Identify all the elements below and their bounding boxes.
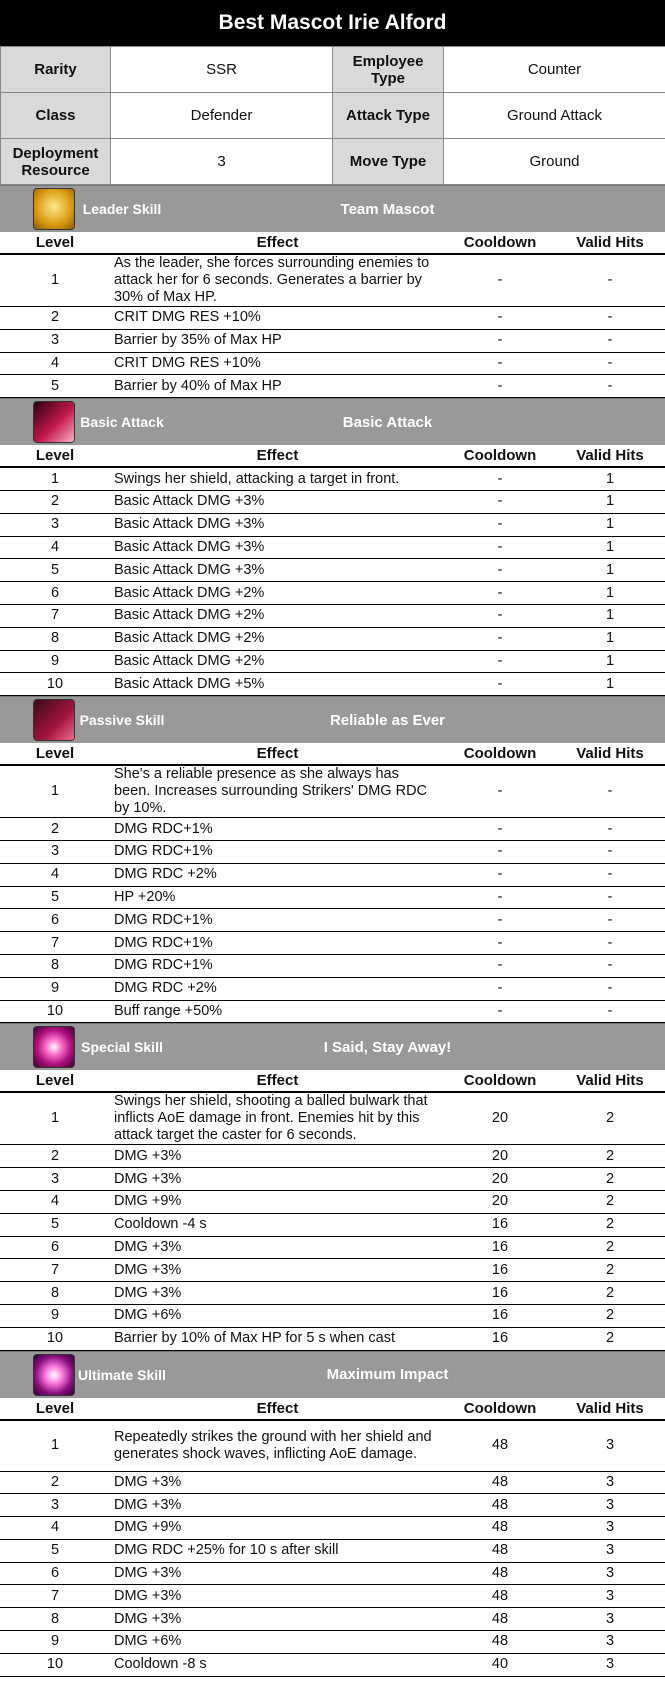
table-row [0, 1168, 665, 1191]
cooldown-header: Cooldown [445, 1398, 555, 1420]
valid-hits-cell: - [555, 765, 665, 818]
cooldown-cell: 48 [445, 1517, 555, 1540]
level-cell: 3 [0, 329, 110, 352]
level-cell: 1 [0, 765, 110, 818]
cooldown-cell: - [445, 909, 555, 932]
table-header-row [0, 743, 665, 765]
valid-hits-cell: - [555, 329, 665, 352]
cooldown-header: Cooldown [445, 445, 555, 467]
level-cell: 6 [0, 1562, 110, 1585]
effect-cell: DMG RDC+1% [110, 909, 445, 932]
cooldown-cell: - [445, 352, 555, 375]
level-cell: 7 [0, 1585, 110, 1608]
table-row [0, 1585, 665, 1608]
cooldown-cell: - [445, 329, 555, 352]
table-row [0, 673, 665, 696]
cooldown-cell: 16 [445, 1236, 555, 1259]
valid-hits-cell: - [555, 863, 665, 886]
effect-cell: Basic Attack DMG +3% [110, 513, 445, 536]
table-row [0, 650, 665, 673]
effect-cell: HP +20% [110, 886, 445, 909]
effect-cell: Basic Attack DMG +2% [110, 650, 445, 673]
cooldown-cell: 20 [445, 1190, 555, 1213]
cooldown-cell: 16 [445, 1327, 555, 1350]
skill-name: Reliable as Ever [329, 711, 446, 729]
table-row [0, 254, 665, 307]
valid-hits-cell: 2 [555, 1327, 665, 1350]
table-row [0, 1092, 665, 1145]
skill-header [0, 185, 665, 232]
level-cell: 10 [0, 1327, 110, 1350]
skill-type: Ultimate Skill [78, 1366, 166, 1383]
cooldown-cell: 48 [445, 1608, 555, 1631]
effect-cell: DMG +3% [110, 1585, 445, 1608]
level-cell: 4 [0, 863, 110, 886]
cooldown-cell: - [445, 818, 555, 841]
effect-header: Effect [110, 445, 445, 467]
level-header: Level [0, 743, 110, 765]
table-row [0, 559, 665, 582]
attack-type-value: Ground Attack [444, 93, 665, 139]
cooldown-cell: 48 [445, 1494, 555, 1517]
cooldown-header: Cooldown [445, 1070, 555, 1092]
cooldown-cell: - [445, 765, 555, 818]
table-row [0, 909, 665, 932]
table-row [0, 490, 665, 513]
valid-hits-cell: - [555, 886, 665, 909]
table-row [0, 352, 665, 375]
valid-hits-cell: 1 [555, 536, 665, 559]
valid-hits-cell: 2 [555, 1168, 665, 1191]
effect-cell: DMG RDC+1% [110, 932, 445, 955]
cooldown-header: Cooldown [445, 232, 555, 254]
cooldown-cell: - [445, 582, 555, 605]
effect-header: Effect [110, 232, 445, 254]
table-row [0, 627, 665, 650]
level-cell: 8 [0, 627, 110, 650]
effect-cell: Cooldown -4 s [110, 1213, 445, 1236]
cooldown-header: Cooldown [445, 743, 555, 765]
cooldown-cell: - [445, 863, 555, 886]
cooldown-cell: - [445, 840, 555, 863]
level-cell: 10 [0, 1000, 110, 1023]
table-row [0, 1259, 665, 1282]
level-cell: 1 [0, 467, 110, 490]
skill-name: Basic Attack [342, 413, 433, 431]
skill-level-table [0, 1070, 665, 1350]
valid-hits-cell: - [555, 352, 665, 375]
passive-skill-icon [34, 700, 74, 740]
cooldown-cell: 20 [445, 1145, 555, 1168]
skill-header [0, 1023, 665, 1070]
valid-hits-cell: 3 [555, 1585, 665, 1608]
table-header-row [0, 445, 665, 467]
level-cell: 3 [0, 513, 110, 536]
valid-hits-cell: 3 [555, 1517, 665, 1540]
cooldown-cell: 20 [445, 1092, 555, 1145]
effect-cell: DMG +6% [110, 1304, 445, 1327]
effect-cell: DMG RDC +25% for 10 s after skill [110, 1539, 445, 1562]
effect-cell: DMG +3% [110, 1562, 445, 1585]
deployment-resource-value: 3 [111, 139, 333, 185]
valid-hits-cell: 1 [555, 559, 665, 582]
cooldown-cell: 20 [445, 1168, 555, 1191]
rarity-value: SSR [111, 47, 333, 93]
skill-header [0, 696, 665, 743]
level-cell: 2 [0, 1145, 110, 1168]
valid-hits-cell: - [555, 932, 665, 955]
level-cell: 4 [0, 352, 110, 375]
cooldown-cell: - [445, 954, 555, 977]
valid-hits-cell: 2 [555, 1304, 665, 1327]
table-row [0, 582, 665, 605]
valid-hits-cell: 2 [555, 1259, 665, 1282]
cooldown-cell: - [445, 536, 555, 559]
effect-cell: DMG +3% [110, 1145, 445, 1168]
effect-cell: DMG +3% [110, 1471, 445, 1494]
effect-cell: DMG +6% [110, 1631, 445, 1654]
cooldown-cell: - [445, 307, 555, 330]
valid-hits-cell: - [555, 375, 665, 398]
table-row [0, 1304, 665, 1327]
table-row [0, 1471, 665, 1494]
cooldown-cell: 48 [445, 1539, 555, 1562]
table-row [0, 1000, 665, 1023]
ultimate-skill-icon [34, 1355, 74, 1395]
skill-type: Passive Skill [79, 712, 165, 729]
valid-hits-cell: 1 [555, 627, 665, 650]
table-row [0, 1562, 665, 1585]
valid-hits-cell: 2 [555, 1092, 665, 1145]
effect-cell: DMG RDC +2% [110, 977, 445, 1000]
skill-name: Team Mascot [340, 200, 435, 218]
cooldown-cell: - [445, 254, 555, 307]
class-label: Class [1, 93, 111, 139]
skill-type: Basic Attack [80, 414, 164, 431]
valid-hits-cell: - [555, 954, 665, 977]
valid-hits-header: Valid Hits [555, 445, 665, 467]
cooldown-cell: - [445, 977, 555, 1000]
employee-type-label: Employee Type [333, 47, 444, 93]
effect-cell: DMG +3% [110, 1259, 445, 1282]
level-cell: 6 [0, 582, 110, 605]
effect-cell: DMG +3% [110, 1494, 445, 1517]
effect-cell: Swings her shield, shooting a balled bulwark that inflicts AoE damage in front. Enemies hit by this attack target the caster for 6 seconds. [110, 1092, 445, 1145]
effect-cell: CRIT DMG RES +10% [110, 307, 445, 330]
valid-hits-cell: 2 [555, 1145, 665, 1168]
valid-hits-cell: 1 [555, 582, 665, 605]
level-header: Level [0, 445, 110, 467]
level-cell: 10 [0, 673, 110, 696]
level-cell: 9 [0, 1304, 110, 1327]
attack-type-label: Attack Type [333, 93, 444, 139]
valid-hits-cell: 3 [555, 1494, 665, 1517]
cooldown-cell: - [445, 673, 555, 696]
effect-cell: Basic Attack DMG +2% [110, 582, 445, 605]
valid-hits-header: Valid Hits [555, 743, 665, 765]
valid-hits-cell: 3 [555, 1608, 665, 1631]
valid-hits-cell: 2 [555, 1236, 665, 1259]
effect-cell: Barrier by 40% of Max HP [110, 375, 445, 398]
cooldown-cell: 48 [445, 1471, 555, 1494]
table-row [0, 536, 665, 559]
level-cell: 3 [0, 1168, 110, 1191]
skill-header [0, 398, 665, 445]
effect-cell: Repeatedly strikes the ground with her shield and generates shock waves, inflicting AoE damage. [110, 1420, 445, 1472]
table-row [0, 1653, 665, 1676]
table-row [0, 932, 665, 955]
table-row [0, 375, 665, 398]
valid-hits-cell: 1 [555, 467, 665, 490]
skill-level-table [0, 232, 665, 398]
info-row [1, 47, 665, 93]
valid-hits-cell: 1 [555, 513, 665, 536]
valid-hits-cell: 3 [555, 1562, 665, 1585]
level-cell: 3 [0, 1494, 110, 1517]
table-row [0, 329, 665, 352]
table-row [0, 1236, 665, 1259]
effect-cell: As the leader, she forces surrounding enemies to attack her for 6 seconds. Generates a barrier by 30% of Max HP. [110, 254, 445, 307]
table-row [0, 1631, 665, 1654]
valid-hits-cell: 3 [555, 1653, 665, 1676]
table-row [0, 1327, 665, 1350]
cooldown-cell: - [445, 375, 555, 398]
valid-hits-cell: 1 [555, 604, 665, 627]
effect-cell: Basic Attack DMG +3% [110, 490, 445, 513]
effect-header: Effect [110, 1070, 445, 1092]
level-header: Level [0, 232, 110, 254]
effect-cell: DMG RDC+1% [110, 840, 445, 863]
valid-hits-cell: - [555, 840, 665, 863]
skill-level-table [0, 743, 665, 1023]
effect-cell: Barrier by 10% of Max HP for 5 s when cast [110, 1327, 445, 1350]
table-row [0, 977, 665, 1000]
level-cell: 8 [0, 954, 110, 977]
level-cell: 5 [0, 375, 110, 398]
level-cell: 7 [0, 1259, 110, 1282]
level-cell: 3 [0, 840, 110, 863]
level-cell: 10 [0, 1653, 110, 1676]
level-cell: 2 [0, 1471, 110, 1494]
valid-hits-cell: - [555, 254, 665, 307]
cooldown-cell: - [445, 490, 555, 513]
skill-name: Maximum Impact [326, 1366, 449, 1383]
table-row [0, 1517, 665, 1540]
cooldown-cell: 48 [445, 1631, 555, 1654]
effect-cell: DMG +3% [110, 1608, 445, 1631]
level-cell: 9 [0, 1631, 110, 1654]
special-skill-icon [34, 1027, 74, 1067]
cooldown-cell: - [445, 604, 555, 627]
table-row [0, 818, 665, 841]
effect-cell: Buff range +50% [110, 1000, 445, 1023]
valid-hits-cell: 1 [555, 673, 665, 696]
employee-type-value: Counter [444, 47, 665, 93]
level-cell: 2 [0, 307, 110, 330]
table-row [0, 863, 665, 886]
info-table [0, 46, 665, 185]
table-row [0, 1608, 665, 1631]
level-cell: 2 [0, 490, 110, 513]
cooldown-cell: 16 [445, 1259, 555, 1282]
valid-hits-cell: 3 [555, 1471, 665, 1494]
cooldown-cell: 16 [445, 1282, 555, 1305]
level-cell: 9 [0, 650, 110, 673]
table-row [0, 467, 665, 490]
table-row [0, 1213, 665, 1236]
valid-hits-cell: 2 [555, 1190, 665, 1213]
skill-level-table [0, 1398, 665, 1677]
table-row [0, 954, 665, 977]
leader-skill-icon [34, 189, 74, 229]
table-row [0, 1145, 665, 1168]
move-type-value: Ground [444, 139, 665, 185]
table-row [0, 1539, 665, 1562]
table-row [0, 604, 665, 627]
level-cell: 4 [0, 536, 110, 559]
valid-hits-cell: 1 [555, 490, 665, 513]
effect-cell: Basic Attack DMG +2% [110, 604, 445, 627]
valid-hits-cell: 3 [555, 1631, 665, 1654]
cooldown-cell: - [445, 932, 555, 955]
table-row [0, 513, 665, 536]
effect-header: Effect [110, 743, 445, 765]
level-cell: 5 [0, 1213, 110, 1236]
valid-hits-header: Valid Hits [555, 1070, 665, 1092]
effect-cell: Basic Attack DMG +3% [110, 536, 445, 559]
valid-hits-cell: 3 [555, 1420, 665, 1472]
basic-attack-icon [34, 402, 74, 442]
level-cell: 2 [0, 818, 110, 841]
level-cell: 4 [0, 1517, 110, 1540]
table-row [0, 886, 665, 909]
cooldown-cell: 40 [445, 1653, 555, 1676]
level-cell: 7 [0, 932, 110, 955]
level-header: Level [0, 1070, 110, 1092]
table-row [0, 307, 665, 330]
move-type-label: Move Type [333, 139, 444, 185]
cooldown-cell: - [445, 467, 555, 490]
effect-cell: DMG +9% [110, 1517, 445, 1540]
level-cell: 1 [0, 1092, 110, 1145]
valid-hits-cell: 2 [555, 1282, 665, 1305]
skill-level-table [0, 445, 665, 696]
effect-cell: Barrier by 35% of Max HP [110, 329, 445, 352]
table-row [0, 840, 665, 863]
table-header-row [0, 1070, 665, 1092]
table-row [0, 1420, 665, 1472]
effect-cell: CRIT DMG RES +10% [110, 352, 445, 375]
cooldown-cell: 48 [445, 1420, 555, 1472]
level-cell: 9 [0, 977, 110, 1000]
info-row [1, 139, 665, 185]
cooldown-cell: - [445, 559, 555, 582]
level-cell: 8 [0, 1282, 110, 1305]
valid-hits-cell: - [555, 977, 665, 1000]
effect-cell: Basic Attack DMG +3% [110, 559, 445, 582]
effect-cell: DMG RDC+1% [110, 954, 445, 977]
valid-hits-cell: - [555, 307, 665, 330]
deployment-resource-label: Deployment Resource [1, 139, 111, 185]
effect-cell: DMG RDC +2% [110, 863, 445, 886]
valid-hits-cell: - [555, 909, 665, 932]
effect-cell: Cooldown -8 s [110, 1653, 445, 1676]
effect-cell: She's a reliable presence as she always has been. Increases surrounding Strikers' DMG RDC by 10%. [110, 765, 445, 818]
cooldown-cell: 48 [445, 1562, 555, 1585]
level-cell: 4 [0, 1190, 110, 1213]
skill-type: Leader Skill [82, 201, 162, 217]
level-cell: 6 [0, 909, 110, 932]
effect-cell: Swings her shield, attacking a target in front. [110, 467, 445, 490]
level-cell: 5 [0, 1539, 110, 1562]
valid-hits-cell: 2 [555, 1213, 665, 1236]
table-row [0, 1494, 665, 1517]
level-cell: 5 [0, 886, 110, 909]
effect-cell: Basic Attack DMG +5% [110, 673, 445, 696]
page-title: Best Mascot Irie Alford [0, 0, 665, 46]
cooldown-cell: - [445, 627, 555, 650]
level-cell: 7 [0, 604, 110, 627]
effect-cell: DMG +3% [110, 1236, 445, 1259]
cooldown-cell: - [445, 650, 555, 673]
valid-hits-header: Valid Hits [555, 232, 665, 254]
level-cell: 6 [0, 1236, 110, 1259]
level-cell: 5 [0, 559, 110, 582]
skills-section [0, 185, 665, 1677]
level-cell: 8 [0, 1608, 110, 1631]
cooldown-cell: 16 [445, 1213, 555, 1236]
valid-hits-cell: - [555, 818, 665, 841]
level-cell: 1 [0, 1420, 110, 1472]
cooldown-cell: - [445, 513, 555, 536]
effect-cell: DMG RDC+1% [110, 818, 445, 841]
table-row [0, 765, 665, 818]
valid-hits-cell: 3 [555, 1539, 665, 1562]
effect-cell: DMG +3% [110, 1168, 445, 1191]
cooldown-cell: - [445, 886, 555, 909]
table-header-row [0, 232, 665, 254]
valid-hits-cell: 1 [555, 650, 665, 673]
cooldown-cell: 16 [445, 1304, 555, 1327]
class-value: Defender [111, 93, 333, 139]
valid-hits-cell: - [555, 1000, 665, 1023]
info-row [1, 93, 665, 139]
effect-cell: DMG +3% [110, 1282, 445, 1305]
table-row [0, 1282, 665, 1305]
effect-cell: DMG +9% [110, 1190, 445, 1213]
rarity-label: Rarity [1, 47, 111, 93]
effect-cell: Basic Attack DMG +2% [110, 627, 445, 650]
level-header: Level [0, 1398, 110, 1420]
valid-hits-header: Valid Hits [555, 1398, 665, 1420]
table-header-row [0, 1398, 665, 1420]
skill-header [0, 1351, 665, 1398]
cooldown-cell: 48 [445, 1585, 555, 1608]
level-cell: 1 [0, 254, 110, 307]
skill-type: Special Skill [81, 1039, 163, 1056]
table-row [0, 1190, 665, 1213]
skill-name: I Said, Stay Away! [323, 1038, 452, 1056]
cooldown-cell: - [445, 1000, 555, 1023]
effect-header: Effect [110, 1398, 445, 1420]
